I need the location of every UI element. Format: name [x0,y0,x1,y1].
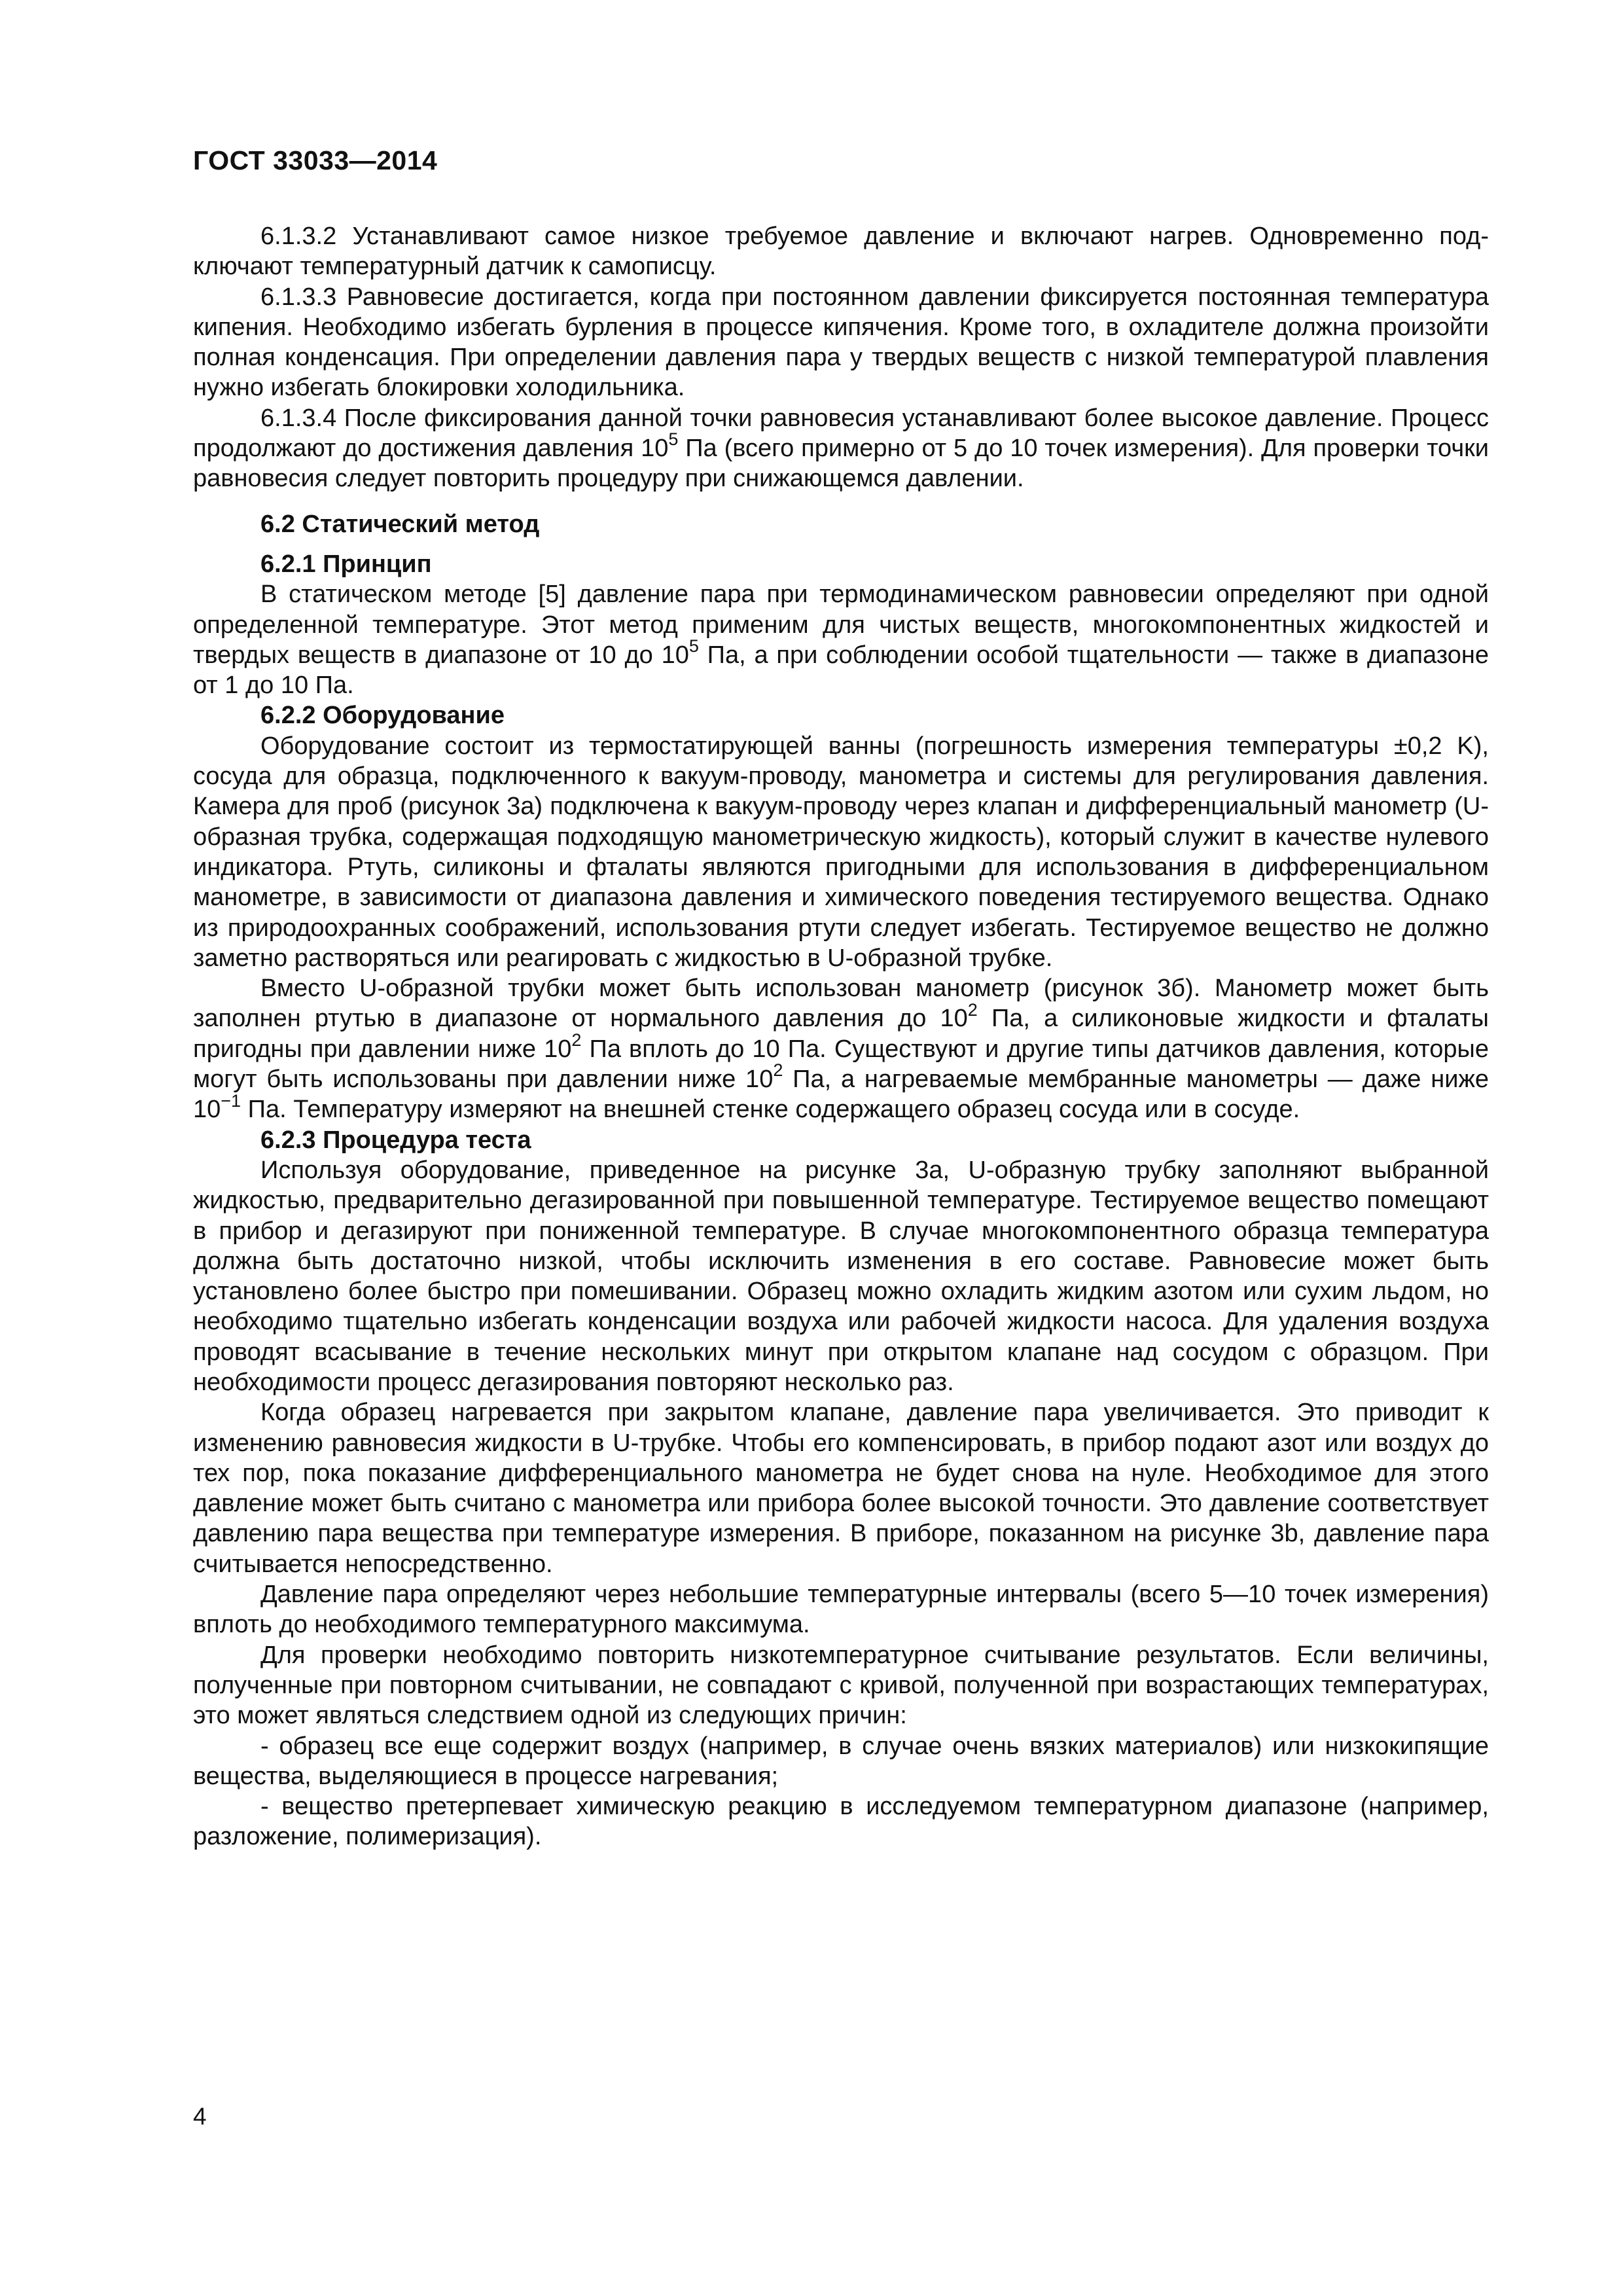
text-run: Па. Температуру измеряют на внешней стенке содержащего образец сосуда или в сосуде. [241,1096,1300,1124]
list-item-reason-reaction: - вещество претерпевает химическую реакцию в исследуемом температурном диапазоне (например, разложение, полимеризация). [193,1793,1489,1851]
text-run: Па, а нагреваемые мембранные манометры — даже ниже 10 [193,1066,1489,1124]
document-body [193,221,1489,1852]
section-heading-6-2-2: 6.2.2 Оборудование [260,702,505,730]
paragraph-6-1-3-3: 6.1.3.3 Равновесие достигается, когда при постоянном давлении фиксируется постоянная температура кипения. Необходимо избегать бурления в процессе кипячения. Кроме того, в охладителе должна произойти полная конденсация. При определении давления пара у твердых веществ с низкой температурой плавления нужно избегать блокировки холодильника. [193,283,1489,402]
section-heading-6-2: 6.2 Статический метод [260,510,540,538]
paragraph-6-2-3-procedure: Используя оборудование, приведенное на рисунке 3а, U-образную трубку заполняют выбранной жидкостью, предварительно дегазированной при повышенной температуре. Тестируемое вещество помещают в прибор и дегазируют при пониженной температуре. В случае многокомпонентного образца температура должна быть достаточно низкой, чтобы исключить изменения в его составе. Равновесие может быть установлено более быстро при помешивании. Образец можно охладить жидким азотом или сухим льдом, но необходимо тщательно избегать конденсации воздуха или рабочей жидкости насоса. Для удаления воздуха проводят всасывание в течение нескольких минут при открытом клапане над сосудом с образцом. При необходимости процесс дегазирования повторяют несколько раз. [193,1156,1489,1396]
text-run: Вместо U-образной трубки может быть использован манометр (рисунок 3б). Манометр может быть заполнен ртутью в диапазоне от нормального давления до 10 [193,975,1489,1033]
superscript-exponent: 5 [668,429,679,450]
section-heading-6-2-1: 6.2.1 Принцип [260,550,432,578]
paragraph-6-2-3-verification: Для проверки необходимо повторить низкотемпературное считывание результатов. Если величины, полученные при повторном считывании, не совпадают с кривой, полученной при возрастающих температурах, это может являться следствием одной из следующих причин: [193,1641,1489,1730]
paragraph-6-2-3-heating: Когда образец нагревается при закрытом клапане, давление пара увеличивается. Это приводит к изменению равновесия жидкости в U-трубке. Чтобы его компенсировать, в прибор подают азот или воздух до тех пор, пока показание дифференциального манометра не будет снова на нуле. Необходимое для этого давление может быть считано с манометра или прибора более высокой точности. Это давление соответствует давлению пара вещества при температуре измерения. В приборе, показанном на рисунке 3b, давление пара считывается непосредственно. [193,1399,1489,1578]
superscript-exponent: 2 [773,1060,783,1081]
section-heading-6-2-3: 6.2.3 Процедура теста [260,1126,531,1154]
superscript-exponent: 5 [688,636,699,656]
text-run: Па (всего примерно от 5 до 10 точек измерения). Для проверки точки равновесия следует повторить процедуру при снижающемся давлении. [193,435,1489,493]
paragraph-6-1-3-4 [193,403,1489,494]
list-item-reason-air: - образец все еще содержит воздух (например, в случае очень вязких материалов) или низкокипящие вещества, выделяющиеся в процессе нагревания; [193,1732,1489,1790]
paragraph-6-2-1 [193,579,1489,700]
text-run: В статическом методе [5] давление пара при термодинамическом равновесии определяют при одной определенной температуре. Этот метод применим для чистых веществ, многокомпонентных жидкостей и твердых веществ в диапазоне от 10 до 10 [193,581,1489,669]
page-number: 4 [193,2103,207,2130]
text-run: Па вплоть до 10 Па. Существуют и другие типы датчиков давления, которые могут быть использованы при давлении ниже 10 [193,1035,1489,1094]
superscript-exponent: −1 [221,1090,241,1111]
superscript-exponent: 2 [967,999,978,1020]
text-run: 6.1.3.4 После фиксирования данной точки равновесия устанавливают более высокое давление. Процесс продолжают до достижения давления 10 [193,404,1489,463]
superscript-exponent: 2 [571,1030,582,1050]
paragraph-6-2-2-equipment: Оборудование состоит из термостатирующей ванны (погрешность измерения температуры ±0,2 K), сосуда для образца, подключенного к вакуум-проводу, манометра и системы для регулирования давления. Камера для проб (рисунок 3а) подключена к вакуум-проводу через клапан и дифференциальный манометр (U-образная трубка, содержащая подходящую манометрическую жидкость), который служит в качестве нулевого индикатора. Ртуть, силиконы и фталаты являются пригодными для использования в дифференциальном манометре, в зависимости от диапазона давления и химического поведения тестируемого вещества. Однако из природоохранных соображений, использования ртути следует избегать. Тестируемое вещество не должно заметно растворяться или реагировать с жидкостью в U-образной трубке. [193,732,1489,972]
text-run: Па, а при соблюдении особой тщательности — также в диапазоне от 1 до 10 Па. [193,641,1489,700]
standard-header: ГОСТ 33033—2014 [193,145,438,175]
text-run: Па, а силиконовые жидкости и фталаты пригодны при давлении ниже 10 [193,1005,1489,1063]
paragraph-6-1-3-2: 6.1.3.2 Устанавливают самое низкое требуемое давление и включают нагрев. Одновременно подключают температурный датчик к самописцу. [193,223,1489,281]
paragraph-6-2-3-intervals: Давление пара определяют через небольшие температурные интервалы (всего 5—10 точек измерения) вплоть до необходимого температурного максимума. [193,1581,1489,1639]
paragraph-6-2-2-manometer [193,973,1489,1124]
